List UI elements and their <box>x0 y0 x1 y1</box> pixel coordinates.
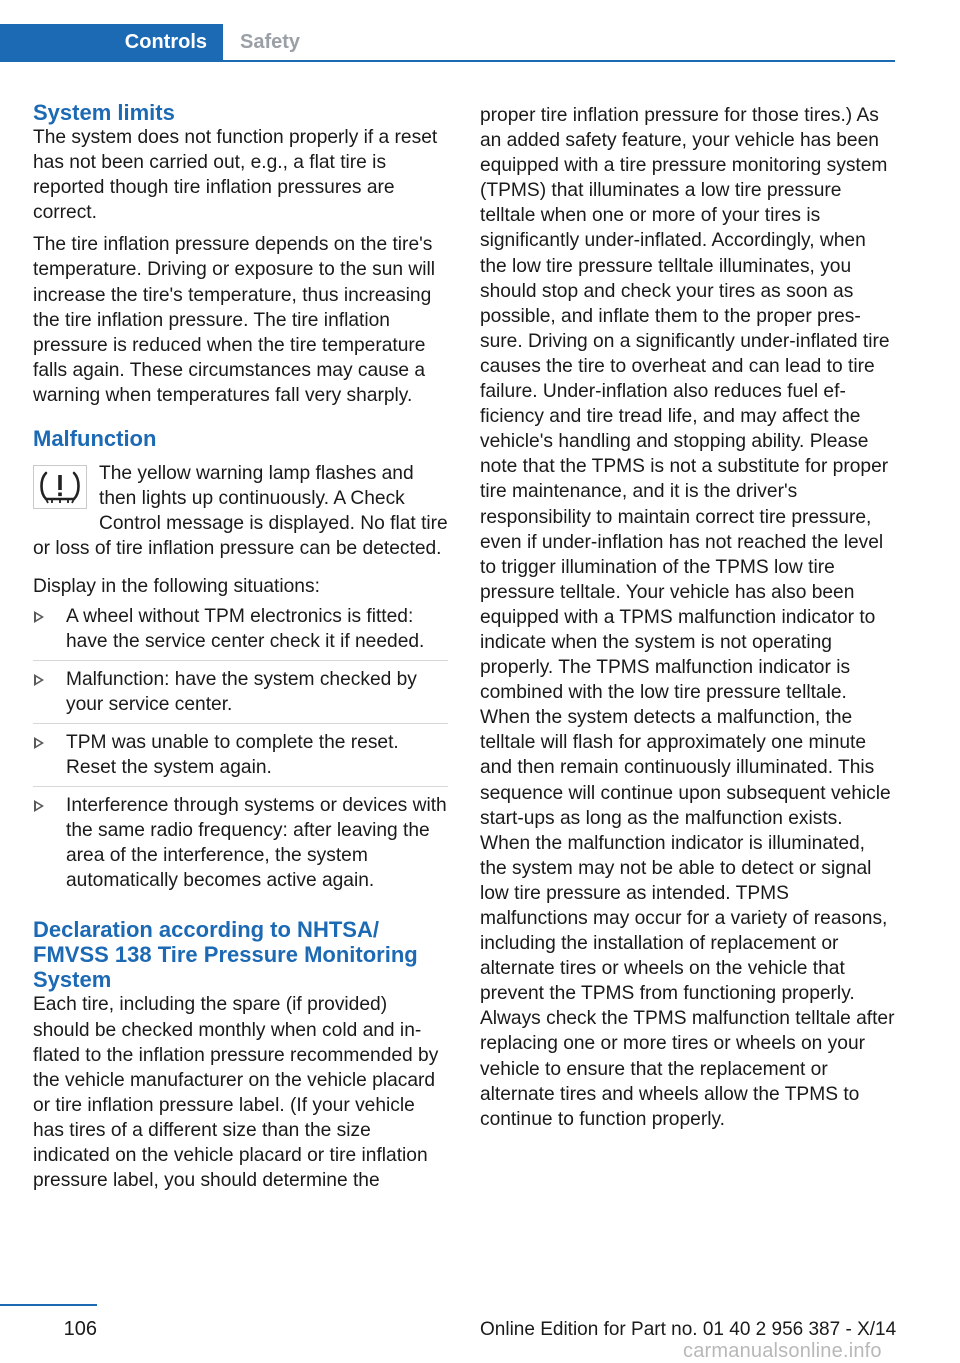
header-rule <box>0 60 895 62</box>
footer-rule <box>0 1304 97 1306</box>
list-item <box>33 667 448 724</box>
right-column <box>480 103 896 1132</box>
triangle-bullet-icon <box>34 737 44 749</box>
declaration-paragraph: Each tire, including the spare (if provided) should be checked monthly when cold and inflated to the inflation pressure recommended by the vehicle manufacturer on the vehicle placard or tire inflation pressure label. (If your vehicle has tires of a different size than the size indicated on the vehicle placard or tire inflation pressure label, you should determine the <box>33 994 439 1192</box>
list-item-text: Malfunction: have the system checked by your service center. <box>66 668 417 715</box>
edition-note: Online Edition for Part no. 01 40 2 956 387 - X/14 <box>480 1319 897 1340</box>
page-number: 106 <box>63 1318 97 1340</box>
situation-list <box>33 604 448 900</box>
malfunction-heading: Malfunction <box>33 426 157 452</box>
tab-safety[interactable]: Safety <box>223 24 895 60</box>
triangle-bullet-icon <box>34 674 44 686</box>
list-item <box>33 793 448 899</box>
display-intro: Display in the following situations: <box>33 576 320 598</box>
watermark: carmanualsonline.info <box>683 1340 882 1362</box>
system-limits-paragraph-1: The system does not function properly if a reset has not been carried out, e.g., a flat tire is reported though tire inflation pressures are correct. <box>33 127 438 224</box>
list-item-text: TPM was unable to complete the reset. Reset the system again. <box>66 731 399 778</box>
malfunction-paragraph: The yellow warning lamp flashes and then lights up continuously. A Check Control message is displayed. No flat tire or loss of tire inflation pressure can be detected. <box>33 463 448 560</box>
triangle-bullet-icon <box>34 800 44 812</box>
declaration-continued-paragraph: proper tire inflation pressure for those tires.) As an added safety feature, your vehicle has been equipped with a tire pressure monitoring system (TPMS) that illuminates a low tire pressure telltale when one or more of your tires is significantly under-inflated. Accordingly, when the low tire pressure telltale illuminates, you should stop and check your tires as soon as possible, and inflate them to the proper pressure. Driving on a significantly under-inflated tire causes the tire to overheat and can lead to tire failure. Under-inflation also reduces fuel efficiency and tire tread life, and may affect the vehicle's handling and stopping ability. Please note that the TPMS is not a substitute for proper tire maintenance, and it is the driver's responsibility to maintain correct tire pressure, even if under-inflation has not reached the level to trigger illumination of the TPMS low tire pressure telltale. Your vehicle has also been equipped with a TPMS malfunction indicator to indicate when the system is not operating properly. The TPMS malfunction indicator is combined with the low tire pressure telltale. When the system detects a malfunction, the telltale will flash for approximately one minute and then remain continuously illuminated. This sequence will continue upon subsequent vehicle start-ups as long as the malfunction exists. When the malfunction indicator is illuminated, the system may not be able to detect or signal low tire pressure as intended. TPMS malfunctions may occur for a variety of reasons, including the installation of replacement or alternate tires or wheels on the vehicle that prevent the TPMS from functioning properly. Always check the TPMS malfunction telltale after replacing one or more tires or wheels on your vehicle to ensure that the replacement or alternate tires and wheels allow the TPMS to continue to function properly. <box>480 105 895 1130</box>
list-item-text: Interference through systems or devices with the same radio frequency: after leaving the area of the interference, the system automatically becomes active again. <box>66 795 447 892</box>
triangle-bullet-icon <box>34 611 44 623</box>
system-limits-heading: System limits <box>33 100 175 125</box>
system-limits-paragraph-2: The tire inflation pressure depends on the tire's temperature. Driving or exposure to the sun will increase the tire's temperature, thus increasing the tire inflation pressure. The tire inflation pressure is reduced when the tire temperature falls again. These circumstances may cause a warning when temperatures fall very sharply. <box>33 234 436 406</box>
declaration-heading: Declaration according to NHTSA/ FMVSS 138 Tire Pressure Monitoring System <box>33 917 418 993</box>
header-bar <box>0 24 895 62</box>
malfunction-block <box>33 461 448 561</box>
list-item <box>33 730 448 787</box>
list-item <box>33 604 448 661</box>
list-item-text: A wheel without TPM electronics is fitted: have the service center check it if needed. <box>66 605 425 652</box>
tire-pressure-warning-icon <box>33 465 87 509</box>
left-column <box>33 100 448 1193</box>
tab-controls[interactable]: Controls <box>0 24 223 60</box>
